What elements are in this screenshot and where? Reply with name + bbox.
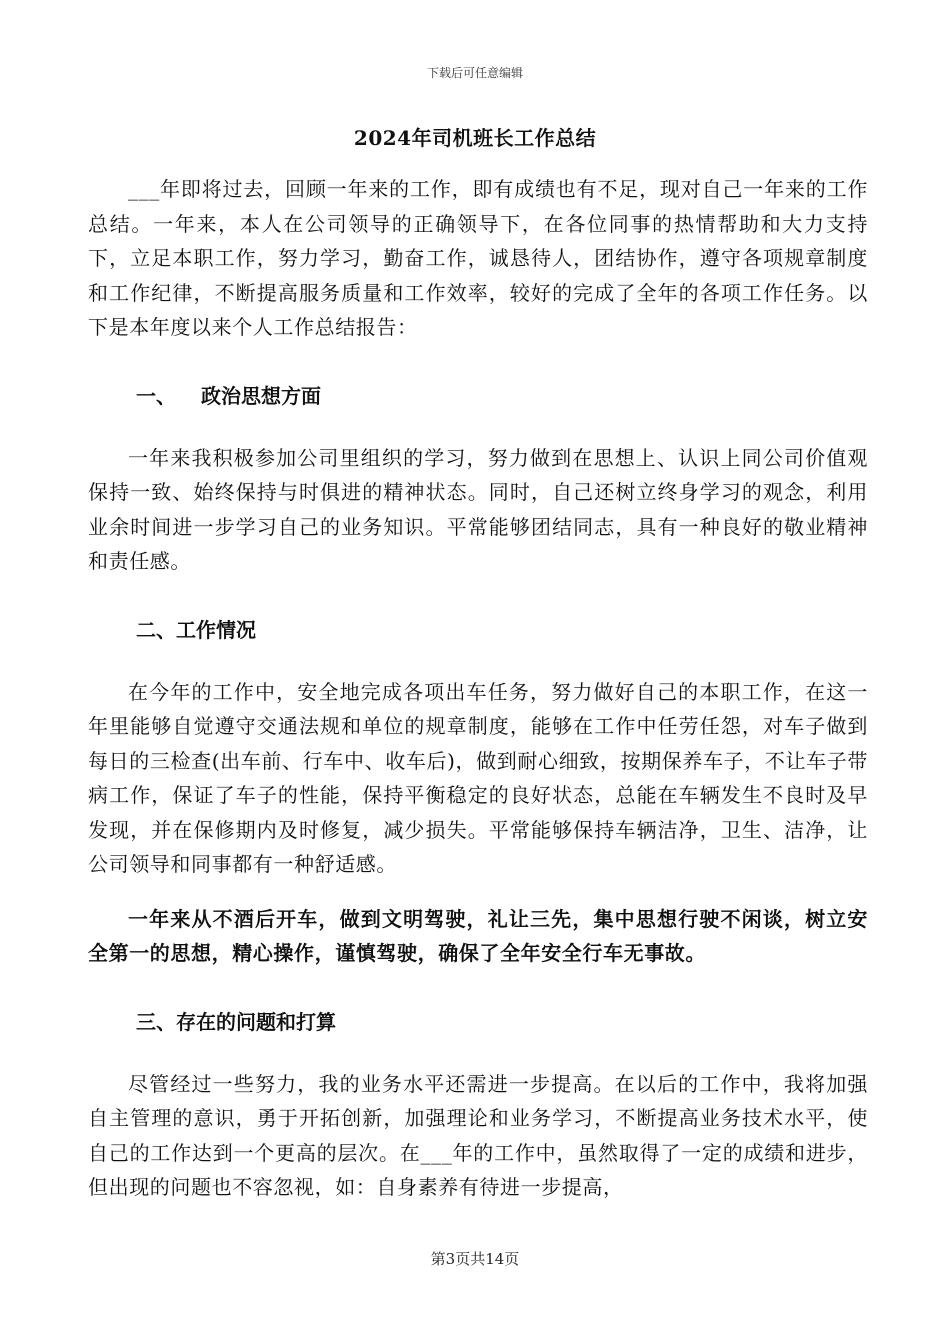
- spacer: [88, 647, 868, 675]
- spacer: [88, 971, 868, 1005]
- spacer: [88, 345, 868, 379]
- spacer: [88, 1039, 868, 1067]
- section-paragraph: 尽管经过一些努力，我的业务水平还需进一步提高。在以后的工作中，我将加强自主管理的意识，勇于开拓创新，加强理论和业务学习，不断提高业务技术水平，使自己的工作达到一个更高的层次。在___年的工作中，虽然取得了一定的成绩和进步，但出现的问题也不容忽视，如：自身素养有待进一步提高，: [88, 1071, 868, 1199]
- document-body: [88, 172, 868, 1205]
- section-paragraph: 一年来我积极参加公司里组织的学习，努力做到在思想上、认识上同公司价值观保持一致、始终保持与时俱进的精神状态。同时，自己还树立终身学习的观念，利用业余时间进一步学习自己的业务知识。平常能够团结同志，具有一种良好的敬业精神和责任感。: [88, 445, 868, 573]
- section-paragraph-bold: 一年来从不酒后开车，做到文明驾驶，礼让三先，集中思想行驶不闲谈，树立安全第一的思想，精心操作，谨慎驾驶，确保了全年安全行车无事故。: [88, 906, 868, 965]
- document-title: 2024年司机班长工作总结: [353, 126, 597, 150]
- spacer: [88, 413, 868, 441]
- section-heading-politics: 一、 政治思想方面: [136, 383, 321, 408]
- section-heading-work: 二、工作情况: [136, 617, 256, 642]
- spacer: [88, 882, 868, 902]
- section-heading-issues: 三、存在的问题和打算: [136, 1009, 336, 1034]
- page-number: 第3页共14页: [430, 1250, 520, 1268]
- intro-paragraph: ___年即将过去，回顾一年来的工作，即有成绩也有不足，现对自己一年来的工作总结。一年来，本人在公司领导的正确领导下，在各位同事的热情帮助和大力支持下，立足本职工作，努力学习，勤奋工作，诚恳待人，团结协作，遵守各项规章制度和工作纪律，不断提高服务质量和工作效率，较好的完成了全年的各项工作任务。以下是本年度以来个人工作总结报告：: [88, 177, 868, 339]
- page-header-note: 下载后可任意编辑: [426, 66, 523, 80]
- section-paragraph: 在今年的工作中，安全地完成各项出车任务，努力做好自己的本职工作，在这一年里能够自觉遵守交通法规和单位的规章制度，能够在工作中任劳任怨，对车子做到每日的三检查(出车前、行车中、收车后)，做到耐心细致，按期保养车子，不让车子带病工作，保证了车子的性能，保持平衡稳定的良好状态，总能在车辆发生不良时及早发现，并在保修期内及时修复，减少损失。平常能够保持车辆洁净，卫生、洁净，让公司领导和同事都有一种舒适感。: [88, 679, 868, 876]
- spacer: [88, 579, 868, 613]
